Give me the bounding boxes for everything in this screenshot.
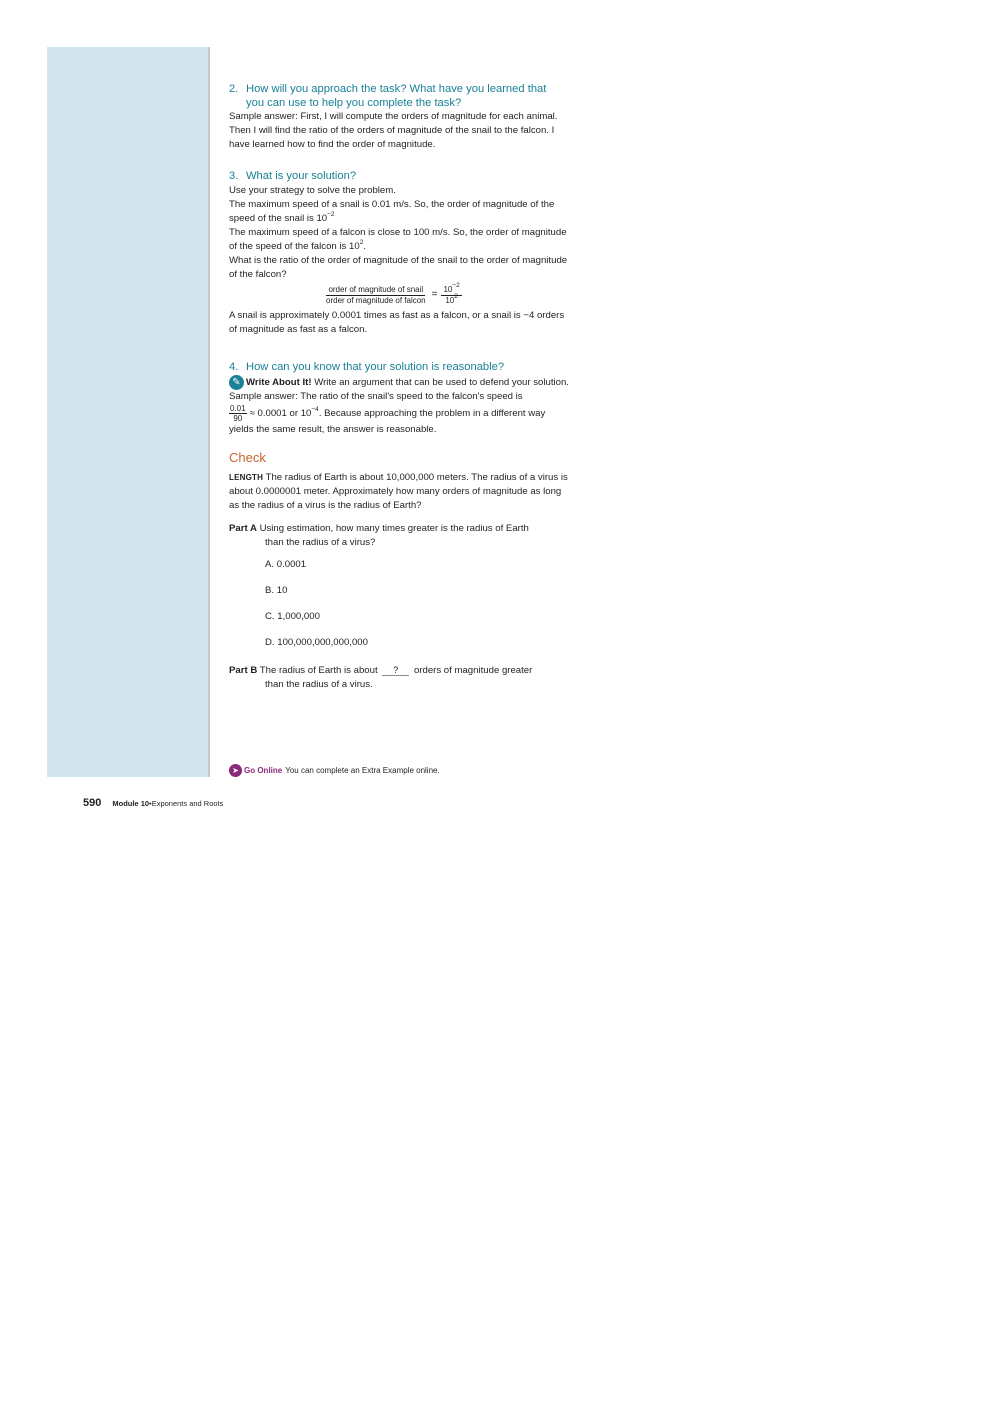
- question-number: 4.: [229, 361, 239, 373]
- power-numerator-base: 10: [443, 284, 453, 294]
- module-topic: Exponents and Roots: [151, 799, 224, 808]
- approx-end: . Because approaching the problem in a different way yields the same result, the answer is reasonable.: [229, 408, 546, 436]
- power-numerator-exponent: −2: [452, 281, 460, 289]
- equals-sign: =: [431, 289, 438, 300]
- question-text-line1: How will you approach the task? What have you learned that: [246, 83, 547, 95]
- power-fraction: [441, 281, 461, 306]
- question-3-conclusion: A snail is approximately 0.0001 times as fast as a falcon, or a snail is −4 orders of magnitude as fast as a falcon.: [229, 310, 565, 335]
- check-problem-text: The radius of Earth is about 10,000,000 meters. The radius of a virus is about 0.0000001 meter. Approximately how many orders of magnitude as long as the radius of a virus is the radius of Earth?: [229, 472, 568, 512]
- part-b-pre: The radius of Earth is about: [257, 665, 381, 677]
- snail-text: The maximum speed of a snail is 0.01 m/s. So, the order of magnitude of the speed of the snail is 10: [229, 199, 555, 224]
- write-about-it-text: Write an argument that can be used to defend your solution.: [311, 377, 569, 389]
- power-denominator: [443, 292, 460, 306]
- question-4-heading: [229, 360, 569, 374]
- answer-choices: [229, 558, 569, 662]
- module-label: Module 10: [112, 799, 150, 808]
- choice-d[interactable]: D. 100,000,000,000,000: [265, 637, 368, 649]
- go-online-note[interactable]: [229, 764, 440, 777]
- part-b-label: Part B: [229, 665, 258, 677]
- part-a-line1: Using estimation, how many times greater is the radius of Earth: [256, 523, 529, 535]
- page-number: 590: [83, 797, 102, 809]
- power-denominator-base: 10: [445, 295, 455, 305]
- ratio-numerator: order of magnitude of snail: [328, 284, 424, 294]
- part-b: [229, 664, 569, 692]
- falcon-text: The maximum speed of a falcon is close to 100 m/s. So, the order of magnitude of the speed of the falcon is 10: [229, 227, 567, 252]
- question-title: What is your solution?: [246, 170, 357, 182]
- part-a-line2: than the radius of a virus?: [265, 537, 376, 549]
- question-number: 2.: [229, 83, 239, 95]
- part-a-label: Part A: [229, 523, 257, 535]
- snail-exponent: −2: [327, 210, 335, 218]
- question-number: 3.: [229, 170, 239, 182]
- answer-blank[interactable]: ?: [382, 665, 409, 676]
- go-online-label[interactable]: Go Online: [244, 765, 283, 775]
- check-label: LENGTH: [229, 473, 264, 483]
- cursor-click-icon: ➤: [229, 764, 242, 777]
- speed-numerator: 0.01: [230, 404, 246, 414]
- question-title: How can you know that your solution is reasonable?: [246, 361, 505, 373]
- power-denominator-exponent: 2: [454, 292, 458, 300]
- choice-a[interactable]: A. 0.0001: [265, 559, 307, 571]
- ratio-question: What is the ratio of the order of magnitude of the snail to the order of magnitude of the falcon?: [229, 255, 568, 280]
- ratio-fraction: [324, 285, 428, 306]
- speed-fraction: [229, 404, 247, 423]
- falcon-period: .: [363, 241, 366, 252]
- power-numerator: [441, 281, 461, 296]
- ratio-denominator: order of magnitude of falcon: [326, 295, 426, 305]
- sample-answer-start: Sample answer: The ratio of the snail's speed to the falcon's speed is: [229, 391, 523, 403]
- check-problem: [229, 471, 569, 513]
- part-a: [229, 522, 569, 550]
- write-about-it-label: Write About It!: [246, 377, 312, 389]
- footer-separator: •: [149, 799, 152, 808]
- margin-band: [47, 47, 208, 777]
- question-3-heading: [229, 169, 569, 183]
- write-about-it: [229, 375, 569, 390]
- lesson-content: [229, 82, 569, 692]
- ratio-equation: [229, 281, 569, 306]
- margin-rule: [208, 47, 210, 777]
- go-online-text: You can complete an Extra Example online.: [285, 765, 440, 775]
- approx-exponent: −4: [311, 405, 319, 413]
- page-footer: [83, 797, 223, 810]
- falcon-exponent: 2: [359, 238, 364, 246]
- question-2-heading: [229, 82, 569, 110]
- check-heading: Check: [229, 450, 266, 466]
- approx-text: ≈ 0.0001 or 10: [249, 408, 312, 420]
- falcon-paragraph: [229, 226, 569, 254]
- speed-denominator: 90: [233, 414, 243, 424]
- question-4-answer: [229, 390, 569, 437]
- question-text-line2: you can use to help you complete the task?: [246, 97, 462, 109]
- choice-b[interactable]: B. 10: [265, 585, 288, 597]
- snail-paragraph: [229, 198, 569, 226]
- part-b-post: orders of magnitude greater: [411, 665, 533, 677]
- part-b-line2: than the radius of a virus.: [265, 679, 373, 691]
- question-3-intro: Use your strategy to solve the problem.: [229, 185, 396, 196]
- question-2-answer: Sample answer: First, I will compute the orders of magnitude for each animal. Then I will find the ratio of the orders of magnitude of the snail to the falcon. I have learned how to find the order of magnitude.: [229, 111, 558, 150]
- choice-c[interactable]: C. 1,000,000: [265, 611, 320, 623]
- pencil-icon: ✎: [229, 375, 244, 390]
